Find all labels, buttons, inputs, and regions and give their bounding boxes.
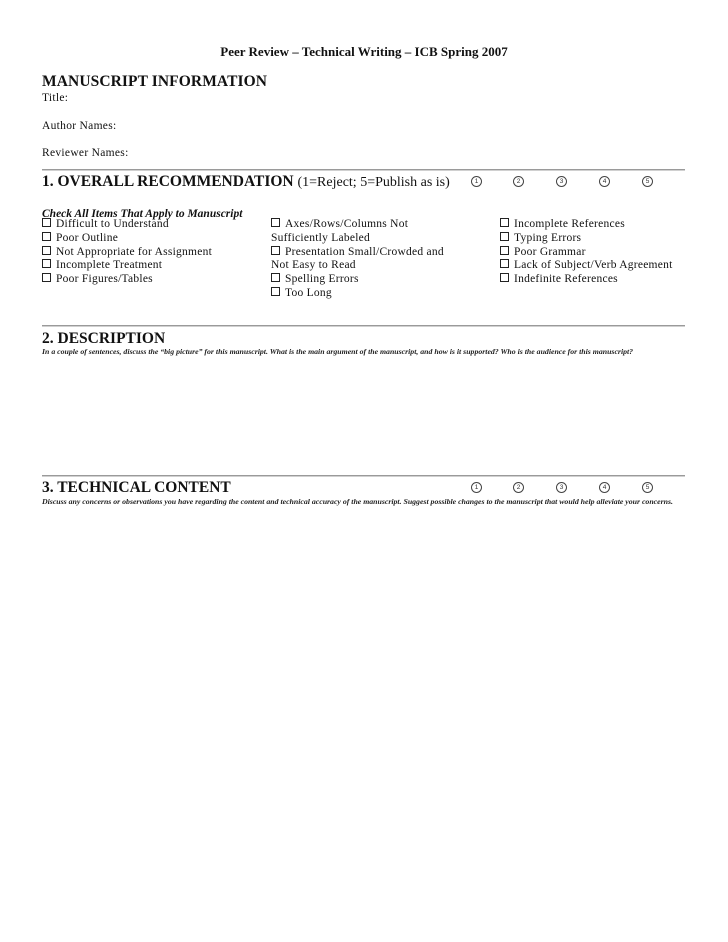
checklist-item-label: Difficult to Understand [56,218,169,230]
checklist-item-label: Lack of Subject/Verb Agreement [514,259,673,272]
checklist-item-label: Poor Figures/Tables [56,273,153,286]
checkbox[interactable] [42,232,51,241]
checklist-item-label-continued: Not Easy to Read [271,259,356,272]
rating-option-2[interactable]: 2 [513,482,524,493]
checklist-item[interactable] [42,273,212,287]
checklist-item[interactable] [271,246,444,260]
checkbox[interactable] [271,287,280,296]
checklist-item[interactable] [42,232,212,246]
section-divider [42,169,685,170]
checklist-item[interactable] [500,259,673,273]
document-title: Peer Review – Technical Writing – ICB Spring 2007 [220,44,508,59]
checklist-item[interactable] [271,218,444,232]
checklist-column-2 [271,218,444,301]
checkbox[interactable] [42,246,51,255]
checklist-item-label: Incomplete Treatment [56,259,163,272]
checkbox[interactable] [271,218,280,227]
description-heading [42,330,165,348]
checklist-item-label-continued: Sufficiently Labeled [271,231,370,244]
technical-content-instructions: Discuss any concerns or observations you have regarding the content and technical accuracy of the manuscript. Suggest possible changes to the manuscript that would help alleviate your concerns. [42,497,673,506]
checkbox[interactable] [500,273,509,282]
checklist-item-label: Spelling Errors [285,273,359,286]
section-divider [42,475,685,476]
checklist-item[interactable] [500,218,673,232]
checkbox[interactable] [42,218,51,227]
checklist-item-label: Poor Outline [56,231,119,244]
checkbox[interactable] [500,232,509,241]
rating-scale-note: (1=Reject; 5=Publish as is) [297,175,450,190]
checklist-item[interactable] [500,273,673,287]
checkbox[interactable] [500,259,509,268]
author-names-field-label: Author Names: [42,120,117,132]
checklist-item[interactable] [42,218,212,232]
rating-option-3[interactable]: 3 [556,482,567,493]
title-field-label: Title: [42,92,69,104]
checklist-item[interactable] [271,287,444,301]
checklist-heading: Check All Items That Apply to Manuscript [42,208,243,220]
rating-option-1[interactable]: 1 [471,482,482,493]
checklist-item-label: Too Long [285,286,332,299]
checkbox[interactable] [271,246,280,255]
checkbox[interactable] [42,259,51,268]
checklist-item-label: Presentation Small/Crowded and [285,245,444,258]
checkbox[interactable] [271,273,280,282]
checklist-item-label: Poor Grammar [514,245,586,258]
manuscript-info-heading: MANUSCRIPT INFORMATION [42,73,268,90]
technical-content-heading [42,479,231,497]
rating-option-5[interactable]: 5 [642,482,653,493]
reviewer-names-field-label: Reviewer Names: [42,147,129,159]
rating-option-1[interactable]: 1 [471,176,482,187]
checklist-column-1 [42,218,212,287]
checklist-item[interactable] [271,273,444,287]
section2-title: 2. DESCRIPTION [42,330,166,347]
checklist-item-label: Typing Errors [514,231,582,244]
rating-option-3[interactable]: 3 [556,176,567,187]
rating-option-2[interactable]: 2 [513,176,524,187]
checklist-item[interactable] [500,246,673,260]
section1-title: 1. OVERALL RECOMMENDATION [42,173,294,190]
section-divider [42,325,685,326]
overall-recommendation-heading [42,173,450,191]
description-instructions: In a couple of sentences, discuss the “big picture” for this manuscript. What is the main argument of the manuscript, and how is it supported? Who is the audience for this manuscript? [42,347,634,356]
checklist-item[interactable] [500,232,673,246]
section3-title: 3. TECHNICAL CONTENT [42,479,231,496]
checkbox[interactable] [42,273,51,282]
checklist-item-label: Not Appropriate for Assignment [56,245,213,258]
rating-option-4[interactable]: 4 [599,176,610,187]
checkbox[interactable] [500,218,509,227]
checklist-item-label: Indefinite References [514,273,618,286]
rating-option-5[interactable]: 5 [642,176,653,187]
checkbox[interactable] [500,246,509,255]
checklist-column-3 [500,218,673,287]
checklist-item[interactable] [42,246,212,260]
checklist-item-label: Axes/Rows/Columns Not [285,218,409,230]
rating-option-4[interactable]: 4 [599,482,610,493]
checklist-item-label: Incomplete References [514,218,625,230]
checklist-item[interactable] [42,259,212,273]
